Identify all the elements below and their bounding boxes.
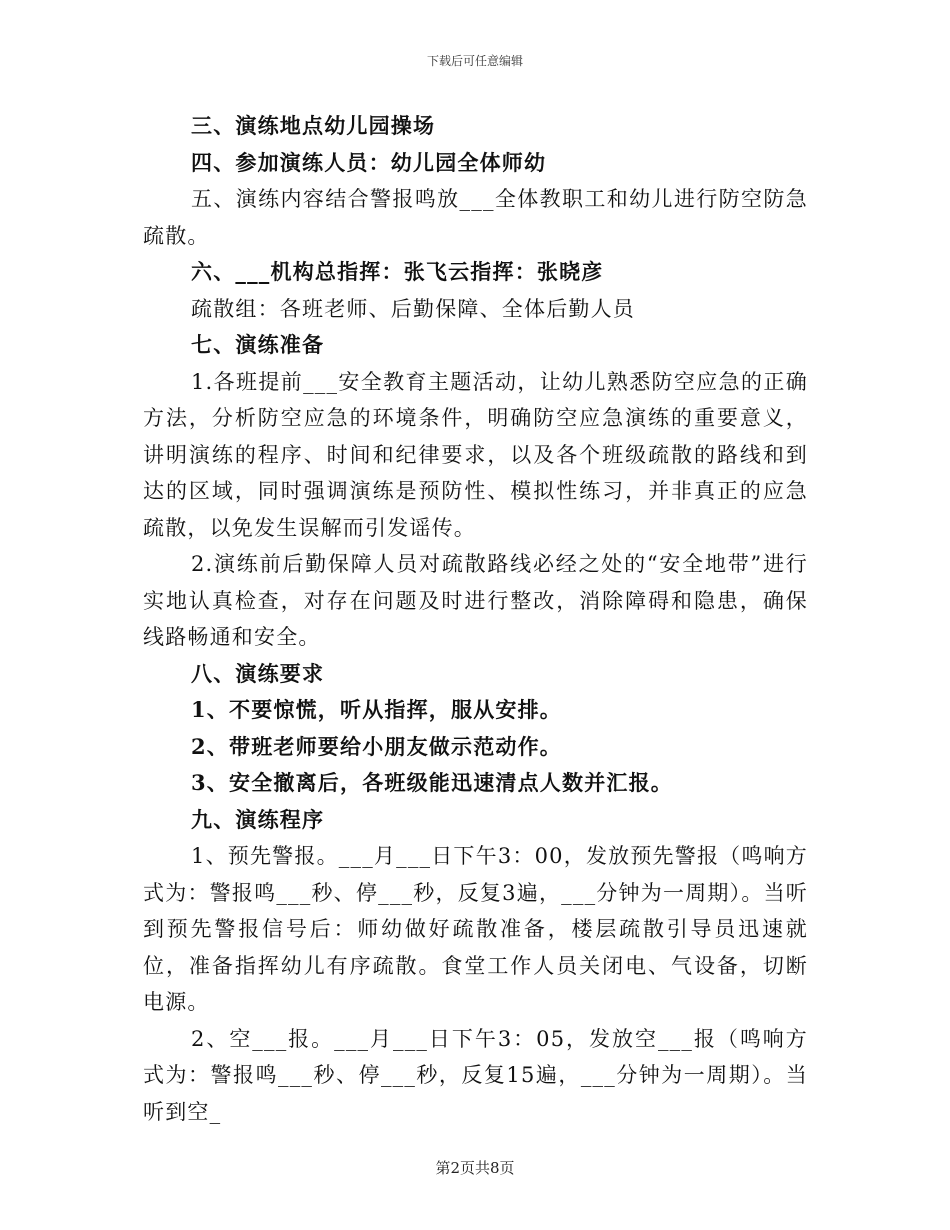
paragraph: 3、安全撤离后，各班级能迅速清点人数并汇报。 [191, 770, 674, 795]
paragraph: 1、预先警报。___月___日下午3：00，发放预先警报（鸣响方式为：警报鸣___秒、停___秒，反复3遍，___分钟为一周期）。当听到预先警报信号后：师幼做好疏散准备，楼层疏散引导员迅速就位，准备指挥幼儿有序疏散。食堂工作人员关闭电、气设备，切断电源。 [143, 844, 808, 1014]
paragraph: 三、演练地点幼儿园操场 [191, 113, 436, 138]
paragraph: 1、不要惊慌，听从指挥，服从安排。 [191, 697, 563, 722]
paragraph: 2、带班老师要给小朋友做示范动作。 [191, 733, 563, 759]
page-header: 下载后可任意编辑 [426, 54, 523, 68]
paragraph: 疏散组：各班老师、后勤保障、全体后勤人员 [191, 296, 635, 321]
paragraph: 八、演练要求 [191, 660, 325, 686]
paragraph: 四、参加演练人员：幼儿园全体师幼 [191, 149, 547, 175]
paragraph: 2、空___报。___月___日下午3：05，发放空___报（鸣响方式为：警报鸣___秒、停___秒，反复15遍，___分钟为一周期）。当听到空_ [143, 1026, 808, 1124]
paragraph: 九、演练程序 [191, 806, 325, 832]
paragraph: 五、演练内容结合警报鸣放___全体教职工和幼儿进行防空防急疏散。 [143, 187, 808, 248]
paragraph: 2.演练前后勤保障人员对疏散路线必经之处的“安全地带”进行实地认真检查，对存在问题及时进行整改，消除障碍和隐患，确保线路畅通和安全。 [143, 552, 808, 649]
page-footer: 第2页共8页 [435, 1159, 515, 1177]
document-body [143, 108, 808, 1130]
paragraph: 六、___机构总指挥：张飞云指挥：张晓彦 [191, 259, 604, 284]
paragraph: 七、演练准备 [191, 332, 325, 357]
paragraph: 1.各班提前___安全教育主题活动，让幼儿熟悉防空应急的正确方法，分析防空应急的环境条件，明确防空应急演练的重要意义，讲明演练的程序、时间和纪律要求，以及各个班级疏散的路线和到达的区域，同时强调演练是预防性、模拟性练习，并非真正的应急疏散，以免发生误解而引发谣传。 [143, 369, 808, 540]
